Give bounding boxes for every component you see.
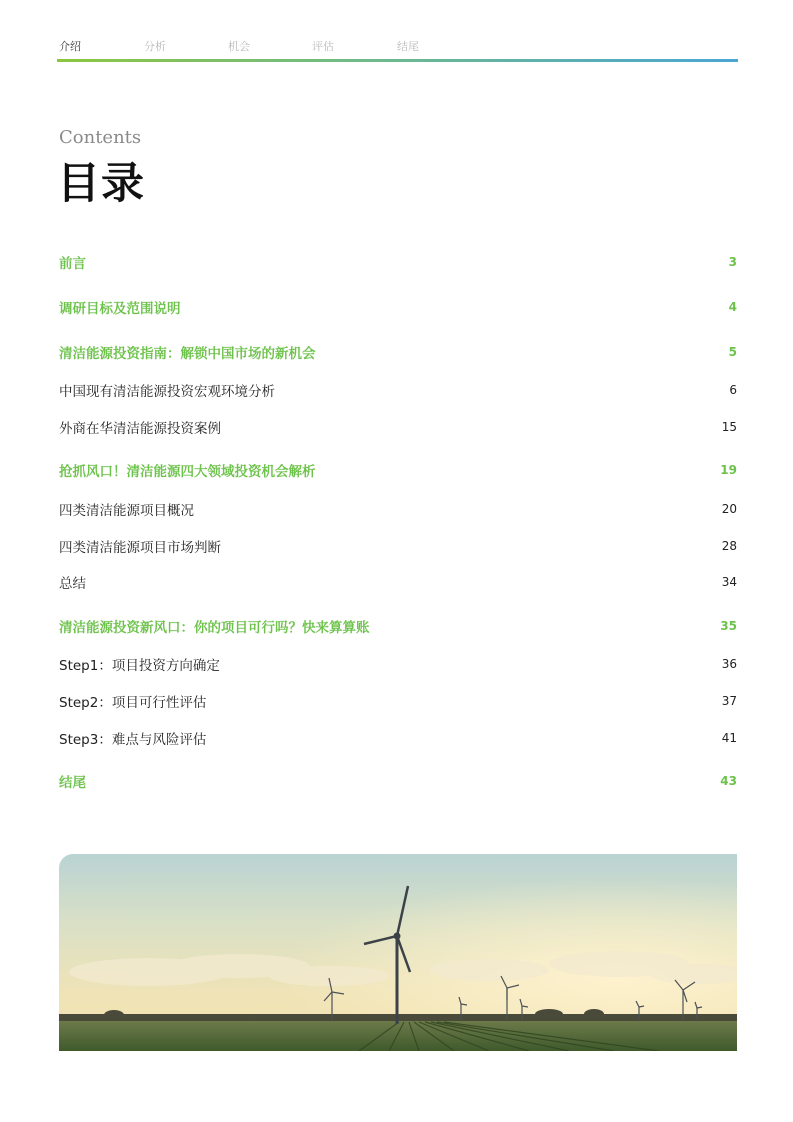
- section-nav: [59, 36, 737, 56]
- toc-entry-title: 总结: [59, 576, 86, 592]
- toc-entry-page: 6: [729, 383, 737, 397]
- contents-heading-en: Contents: [59, 127, 142, 148]
- toc-entry[interactable]: [59, 571, 737, 593]
- toc-entry-page: 4: [728, 300, 737, 314]
- toc-entry-title: 中国现有清洁能源投资宏观环境分析: [59, 384, 275, 400]
- toc-entry[interactable]: [59, 535, 737, 557]
- contents-heading-zh: 目录: [57, 159, 145, 209]
- toc-entry-page: 3: [728, 255, 737, 269]
- toc-entry-page: 37: [721, 694, 737, 708]
- toc-entry-page: 28: [721, 539, 737, 553]
- toc-entry[interactable]: [59, 379, 737, 401]
- toc-entry[interactable]: [59, 416, 737, 438]
- toc-entry[interactable]: [59, 251, 737, 273]
- toc-entry-title: 结尾: [59, 775, 86, 791]
- toc-entry-page: 15: [721, 420, 737, 434]
- tab-intro[interactable]: 介绍: [59, 40, 81, 53]
- toc-entry-page: 41: [721, 731, 737, 745]
- tab-analysis[interactable]: 分析: [144, 40, 166, 53]
- toc-entry-title: 调研目标及范围说明: [59, 301, 181, 317]
- nav-divider: [57, 59, 738, 62]
- toc-entry-title: 外商在华清洁能源投资案例: [59, 421, 221, 437]
- toc-entry[interactable]: [59, 341, 737, 363]
- toc-entry-page: 34: [721, 575, 737, 589]
- toc-entry-page: 19: [720, 463, 737, 477]
- toc-entry[interactable]: [59, 690, 737, 712]
- toc-entry[interactable]: [59, 498, 737, 520]
- toc-entry-title: Step2：项目可行性评估: [59, 695, 207, 711]
- toc-entry[interactable]: [59, 296, 737, 318]
- toc-entry-title: 清洁能源投资指南：解锁中国市场的新机会: [59, 346, 316, 362]
- toc-entry-title: Step3：难点与风险评估: [59, 732, 207, 748]
- toc-entry[interactable]: [59, 615, 737, 637]
- toc-entry-page: 5: [728, 345, 737, 359]
- toc-entry-title: Step1：项目投资方向确定: [59, 658, 220, 674]
- tab-evaluation[interactable]: 评估: [312, 40, 334, 53]
- tab-ending[interactable]: 结尾: [397, 40, 419, 53]
- toc-entry[interactable]: [59, 727, 737, 749]
- toc-entry-page: 43: [720, 774, 737, 788]
- toc-entry-title: 前言: [59, 256, 86, 272]
- toc-entry-title: 四类清洁能源项目概况: [59, 503, 194, 519]
- toc-entry-page: 36: [721, 657, 737, 671]
- toc-entry-page: 35: [720, 619, 737, 633]
- toc-entry[interactable]: [59, 770, 737, 792]
- toc-entry-page: 20: [721, 502, 737, 516]
- tab-opportunity[interactable]: 机会: [228, 40, 250, 53]
- toc-entry[interactable]: [59, 459, 737, 481]
- toc-entry-title: 四类清洁能源项目市场判断: [59, 540, 221, 556]
- toc-entry-title: 清洁能源投资新风口：你的项目可行吗？快来算算账: [59, 620, 370, 636]
- wind-turbines-photo: [59, 854, 737, 1051]
- toc-entry-title: 抢抓风口！清洁能源四大领域投资机会解析: [59, 464, 316, 480]
- toc-entry[interactable]: [59, 653, 737, 675]
